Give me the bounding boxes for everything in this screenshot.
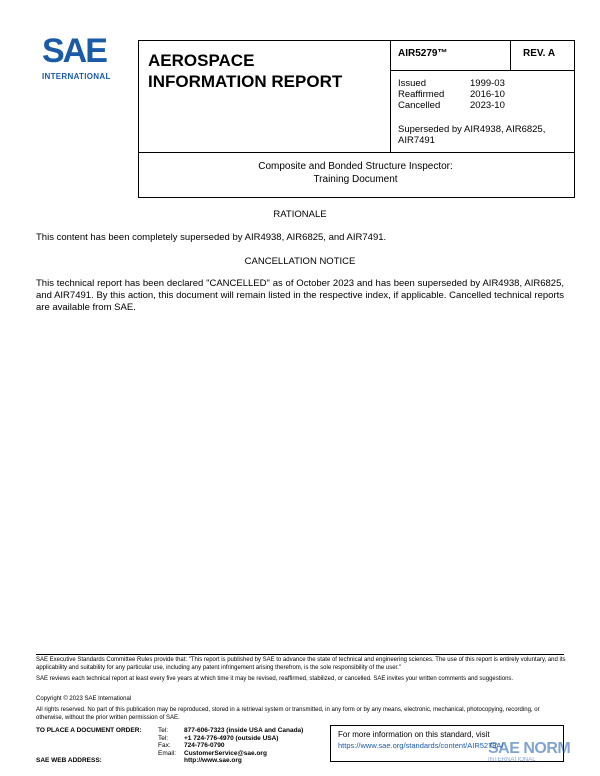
- title-line-2: INFORMATION REPORT: [148, 72, 343, 91]
- sae-logo: SAE: [42, 32, 106, 70]
- contact-label: [158, 757, 184, 765]
- date-row-reaffirmed: [398, 89, 505, 100]
- header-divider-docno: [390, 70, 574, 71]
- contact-label: Tel:: [158, 734, 169, 742]
- title-line-1: AEROSPACE: [148, 51, 255, 70]
- superseded-by: Superseded by AIR4938, AIR6825, AIR7491: [398, 124, 546, 146]
- document-subtitle: [138, 160, 573, 186]
- copyright-note: Copyright © 2023 SAE International: [36, 696, 132, 702]
- date-value: 2016-10: [470, 89, 505, 100]
- subtitle-line-2: Training Document: [313, 174, 398, 185]
- footer-rule: [36, 654, 564, 655]
- date-table: [398, 78, 505, 111]
- revision-label: REV. A: [523, 48, 556, 59]
- date-label: Issued: [398, 78, 426, 89]
- web-label: SAE WEB ADDRESS:: [36, 757, 102, 764]
- date-value: 1999-03: [470, 78, 505, 89]
- contact-email-link[interactable]: CustomerService@sae.org: [184, 749, 267, 757]
- document-type-title: [148, 50, 342, 92]
- order-label: TO PLACE A DOCUMENT ORDER:: [36, 727, 142, 734]
- rules-note: SAE Executive Standards Committee Rules provide that: "This report is published by SAE to advance the state of technical and engineering sciences. The use of this report is entirely voluntary, and its applicability and suitability for any particular use, including any patent infringement arising therefrom, is the sole responsibility of the user.": [36, 657, 566, 671]
- contact-label: Tel:: [158, 727, 169, 734]
- web-address-link[interactable]: http://www.sae.org: [184, 757, 242, 764]
- rationale-heading: RATIONALE: [273, 209, 327, 220]
- watermark-subtext: INTERNATIONAL: [488, 757, 536, 763]
- date-label: Reaffirmed: [398, 89, 445, 100]
- header-divider-vertical: [390, 40, 391, 153]
- more-info-text: For more information on this standard, visit: [338, 730, 490, 739]
- subtitle-line-1: Composite and Bonded Structure Inspector:: [258, 161, 453, 172]
- watermark-logo: SAE NORM: [488, 740, 571, 757]
- order-info-table: [36, 727, 307, 765]
- date-label: Cancelled: [398, 100, 441, 111]
- review-note: SAE reviews each technical report at least every five years at which time it may be revised, reaffirmed, stabilized, or cancelled. SAE invites your written comments and suggestions.: [36, 676, 514, 682]
- date-row-cancelled: [398, 100, 505, 111]
- header-divider-rev: [510, 40, 511, 70]
- contact-value: 877-606-7323 (inside USA and Canada): [184, 727, 304, 734]
- contact-value: 724-776-0790: [184, 742, 225, 749]
- date-row-issued: [398, 78, 505, 89]
- contact-label: Fax:: [158, 742, 171, 749]
- contact-label: Email:: [158, 749, 177, 757]
- cancellation-text: This technical report has been declared "CANCELLED" as of October 2023 and has been superseded by AIR4938, AIR6825, and AIR7491. By this action, this document will remain listed in the respective index, if applicable. Cancelled technical reports are available from SAE.: [36, 278, 564, 313]
- sae-logo-subtext: INTERNATIONAL: [42, 72, 111, 81]
- cancellation-heading: CANCELLATION NOTICE: [244, 256, 356, 267]
- rights-note: All rights reserved. No part of this publication may be reproduced, stored in a retrieval system or transmitted, in any form or by any means, electronic, mechanical, photocopying, recording, or otherwise, without the prior written permission of SAE.: [36, 707, 540, 721]
- contact-value: +1 724-776-4970 (outside USA): [184, 734, 279, 742]
- rationale-text: This content has been completely superseded by AIR4938, AIR6825, and AIR7491.: [36, 232, 387, 243]
- document-number: AIR5279™: [398, 48, 448, 59]
- header-divider-subtitle: [138, 152, 574, 153]
- more-info-link[interactable]: https://www.sae.org/standards/content/AIR5279A/: [338, 741, 504, 750]
- date-value: 2023-10: [470, 100, 505, 111]
